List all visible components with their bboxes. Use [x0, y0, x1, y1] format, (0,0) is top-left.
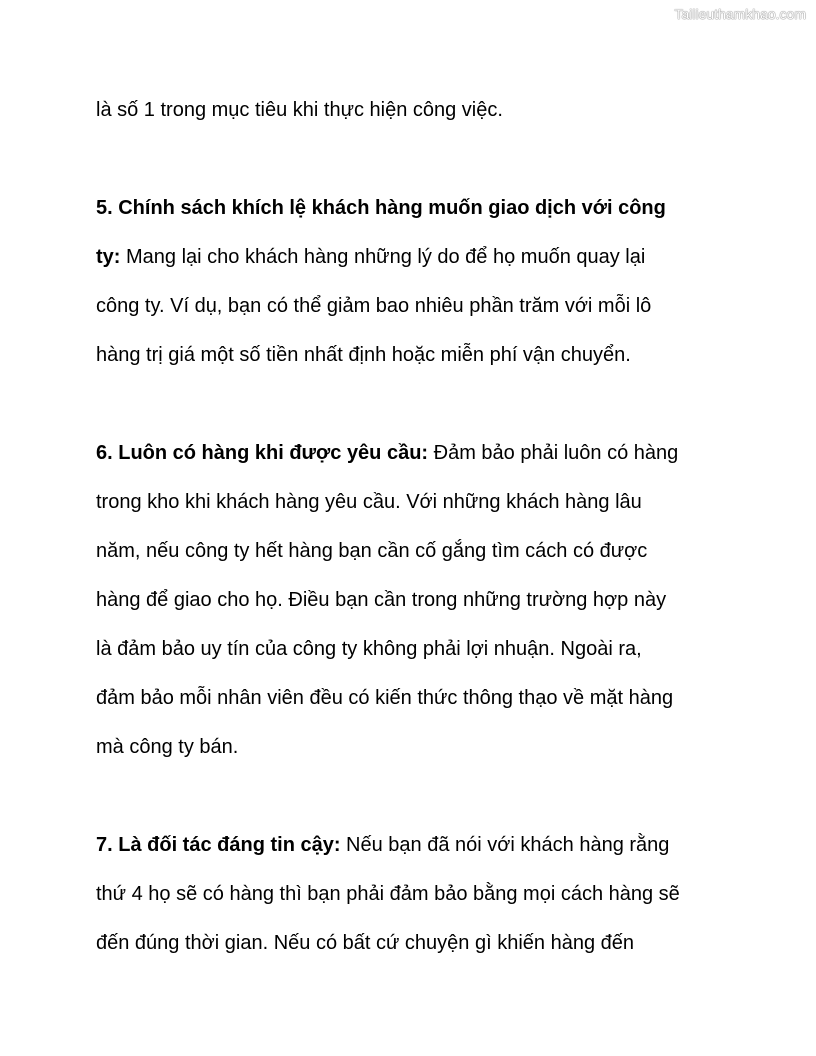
text-run: Đảm bảo phải luôn có hàng [428, 442, 679, 464]
paragraph-item-5 [96, 184, 796, 380]
watermark: Tailieuthamkhao.com [674, 6, 806, 22]
text-line: là đảm bảo uy tín của công ty không phải lợi nhuận. Ngoài ra, [96, 638, 642, 660]
text-line: hàng trị giá một số tiền nhất định hoặc miễn phí vận chuyển. [96, 344, 631, 366]
text-run: Mang lại cho khách hàng những lý do để họ muốn quay lại [120, 246, 646, 268]
text-line: đến đúng thời gian. Nếu có bất cứ chuyện gì khiến hàng đến [96, 932, 634, 954]
text-line [96, 821, 796, 870]
item-heading: 5. Chính sách khích lệ khách hàng muốn giao dịch với công [96, 197, 666, 219]
text-line: năm, nếu công ty hết hàng bạn cần cố gắng tìm cách có được [96, 540, 648, 562]
text-line: hàng để giao cho họ. Điều bạn cần trong những trường hợp này [96, 589, 667, 611]
paragraph-item-6 [96, 429, 796, 772]
text-line [96, 233, 796, 282]
text-line: đảm bảo mỗi nhân viên đều có kiến thức thông thạo về mặt hàng [96, 687, 674, 709]
item-heading: 6. Luôn có hàng khi được yêu cầu: [96, 442, 429, 464]
item-heading: 7. Là đối tác đáng tin cậy: [96, 834, 341, 856]
paragraph-continuation [96, 86, 796, 135]
text-line: thứ 4 họ sẽ có hàng thì bạn phải đảm bảo bằng mọi cách hàng sẽ [96, 883, 680, 905]
text-line: công ty. Ví dụ, bạn có thể giảm bao nhiêu phần trăm với mỗi lô [96, 295, 652, 317]
document-body [96, 86, 796, 1017]
text-line: trong kho khi khách hàng yêu cầu. Với những khách hàng lâu [96, 491, 642, 513]
item-heading: ty: [96, 246, 121, 268]
text-line: mà công ty bán. [96, 736, 239, 758]
text-run: Nếu bạn đã nói với khách hàng rằng [340, 834, 670, 856]
paragraph-item-7 [96, 821, 796, 968]
text-line [96, 184, 796, 233]
text-line: là số 1 trong mục tiêu khi thực hiện công việc. [96, 99, 503, 121]
text-line [96, 429, 796, 478]
